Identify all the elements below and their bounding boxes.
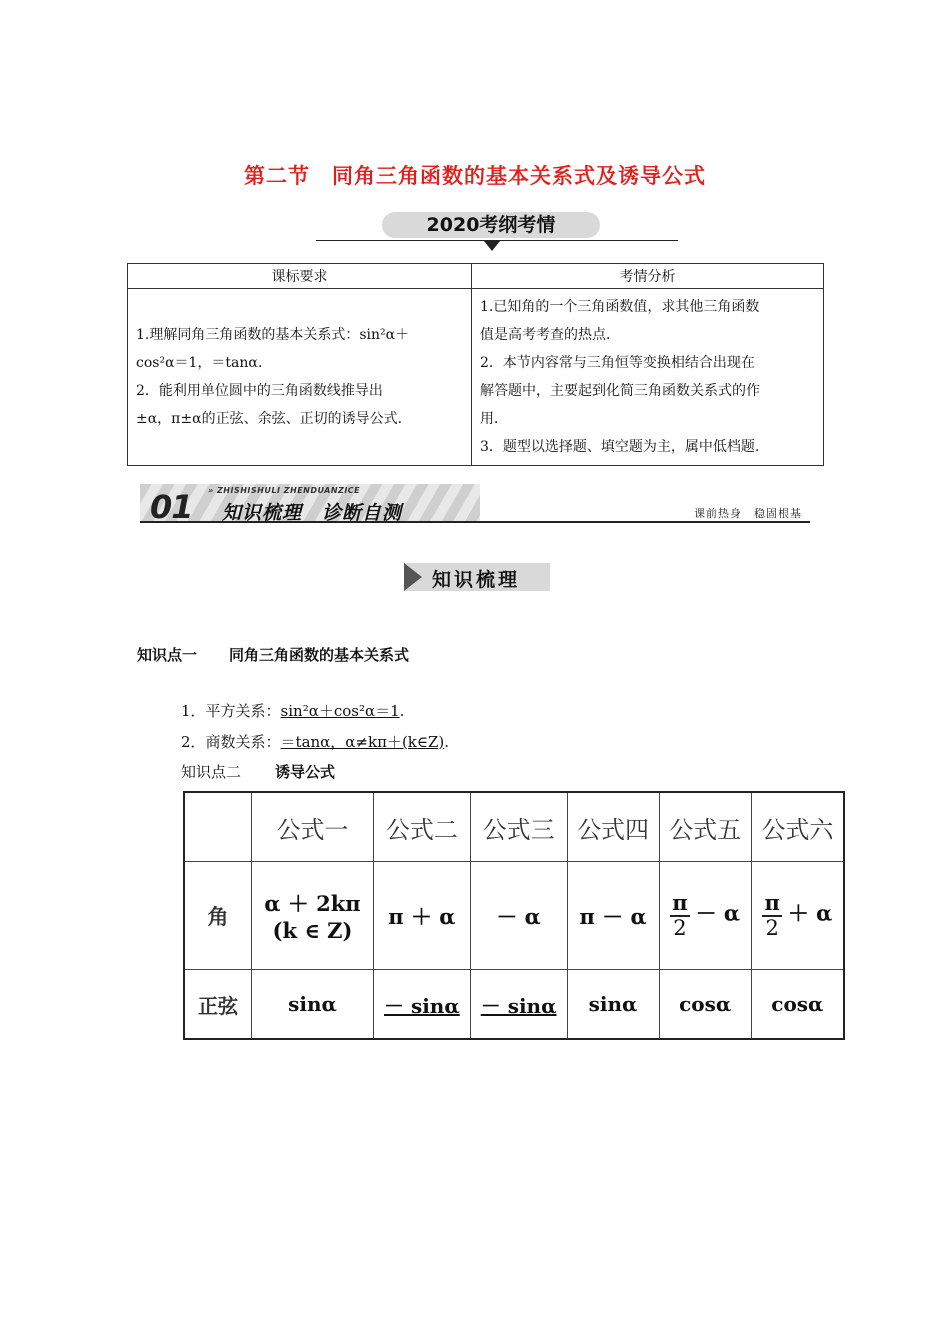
angle-cell: π ＋ α xyxy=(374,862,471,970)
angle-cell: － α xyxy=(470,862,567,970)
knowledge-point-1-heading xyxy=(137,644,409,665)
empty-corner-cell xyxy=(184,792,252,862)
fraction-numerator: π xyxy=(764,890,780,916)
section-tagline: 课前热身 稳固根基 xyxy=(694,507,802,520)
pi-over-two-fraction xyxy=(670,892,689,938)
sine-cell xyxy=(374,970,471,1040)
analysis-line: 值是高考考查的热点． xyxy=(480,327,620,343)
formula-header: 公式四 xyxy=(567,792,659,862)
kp1-label: 知识点一 xyxy=(137,646,198,664)
line2-period: . xyxy=(444,733,450,751)
formula-header: 公式一 xyxy=(252,792,374,862)
play-arrow-icon xyxy=(404,563,422,591)
square-relation-line xyxy=(181,700,404,721)
page-title: 第二节 同角三角函数的基本关系式及诱导公式 xyxy=(244,164,706,188)
line1-period: . xyxy=(399,702,405,720)
fraction-denominator: 2 xyxy=(673,915,687,940)
angle-cell: π － α xyxy=(567,862,659,970)
analysis-line: 3．题型以选择题、填空题为主，属中低档题. xyxy=(480,439,760,455)
exam-outline-banner: 2020考纲考情 xyxy=(382,212,600,238)
kp2-label: 知识点二 xyxy=(181,763,242,781)
requirements-table xyxy=(127,263,824,466)
table-row xyxy=(184,970,844,1040)
square-relation-label: 1．平方关系： xyxy=(181,702,281,720)
table-row xyxy=(184,862,844,970)
requirements-cell xyxy=(128,289,472,466)
section-rule xyxy=(140,521,810,523)
req-line: 2．能利用单位圆中的三角函数线推导出 xyxy=(136,383,383,399)
sine-answer: － sinα xyxy=(480,993,557,1018)
analysis-line: 2．本节内容常与三角恒等变换相结合出现在 xyxy=(480,355,755,371)
section-name: 知识梳理 诊断自测 xyxy=(222,502,403,524)
induction-formula-table xyxy=(183,791,845,1040)
analysis-line: 用． xyxy=(480,411,508,427)
fraction-denominator: 2 xyxy=(765,915,779,940)
sine-cell xyxy=(470,970,567,1040)
formula-header: 公式六 xyxy=(751,792,844,862)
req-line: ±α，π±α的正弦、余弦、正切的诱导公式. xyxy=(136,411,403,427)
sine-cell: sinα xyxy=(252,970,374,1040)
angle-cell xyxy=(659,862,751,970)
sine-row-label: 正弦 xyxy=(184,970,252,1040)
angle-cell xyxy=(252,862,374,970)
col-header-analysis: 考情分析 xyxy=(472,264,824,289)
analysis-line: 解答题中，主要起到化简三角函数关系式的作 xyxy=(480,383,760,399)
analysis-cell xyxy=(472,289,824,466)
quotient-relation-answer: ＝tanα，α≠kπ＋(k∈Z) xyxy=(280,733,445,751)
banner-pointer-icon xyxy=(484,241,500,251)
section-number: 01 xyxy=(150,488,193,526)
quotient-relation-line xyxy=(181,731,449,752)
pi-over-two-fraction xyxy=(762,892,781,938)
kp2-title: 诱导公式 xyxy=(275,763,336,781)
quotient-relation-label: 2．商数关系： xyxy=(181,733,281,751)
formula-header: 公式二 xyxy=(374,792,471,862)
req-line: 1.理解同角三角函数的基本关系式：sin²α＋ xyxy=(136,327,410,343)
req-line: cos²α＝1，＝tanα. xyxy=(136,355,263,371)
formula-header: 公式五 xyxy=(659,792,751,862)
section-pinyin: » ZHISHISHULI ZHENDUANZICE xyxy=(208,486,361,495)
subheader-title: 知识梳理 xyxy=(432,569,521,591)
sine-answer: － sinα xyxy=(383,993,460,1018)
analysis-line: 1.已知角的一个三角函数值，求其他三角函数 xyxy=(480,299,760,315)
table-row xyxy=(184,792,844,862)
sine-cell: sinα xyxy=(567,970,659,1040)
fraction-numerator: π xyxy=(672,890,688,916)
knowledge-point-2-heading xyxy=(181,761,335,782)
angle-row-label: 角 xyxy=(184,862,252,970)
col-header-requirements: 课标要求 xyxy=(128,264,472,289)
sine-cell: cosα xyxy=(751,970,844,1040)
angle-formula-1-line-1: α ＋ 2kπ xyxy=(264,891,361,916)
angle-formula-6-rest: ＋ α xyxy=(787,901,833,926)
square-relation-answer: sin²α＋cos²α＝1 xyxy=(280,702,400,720)
angle-cell xyxy=(751,862,844,970)
kp1-title: 同角三角函数的基本关系式 xyxy=(229,646,410,664)
sine-cell: cosα xyxy=(659,970,751,1040)
angle-formula-1-line-2: (k ∈ Z) xyxy=(272,918,353,943)
formula-header: 公式三 xyxy=(470,792,567,862)
angle-formula-5-rest: － α xyxy=(695,901,741,926)
